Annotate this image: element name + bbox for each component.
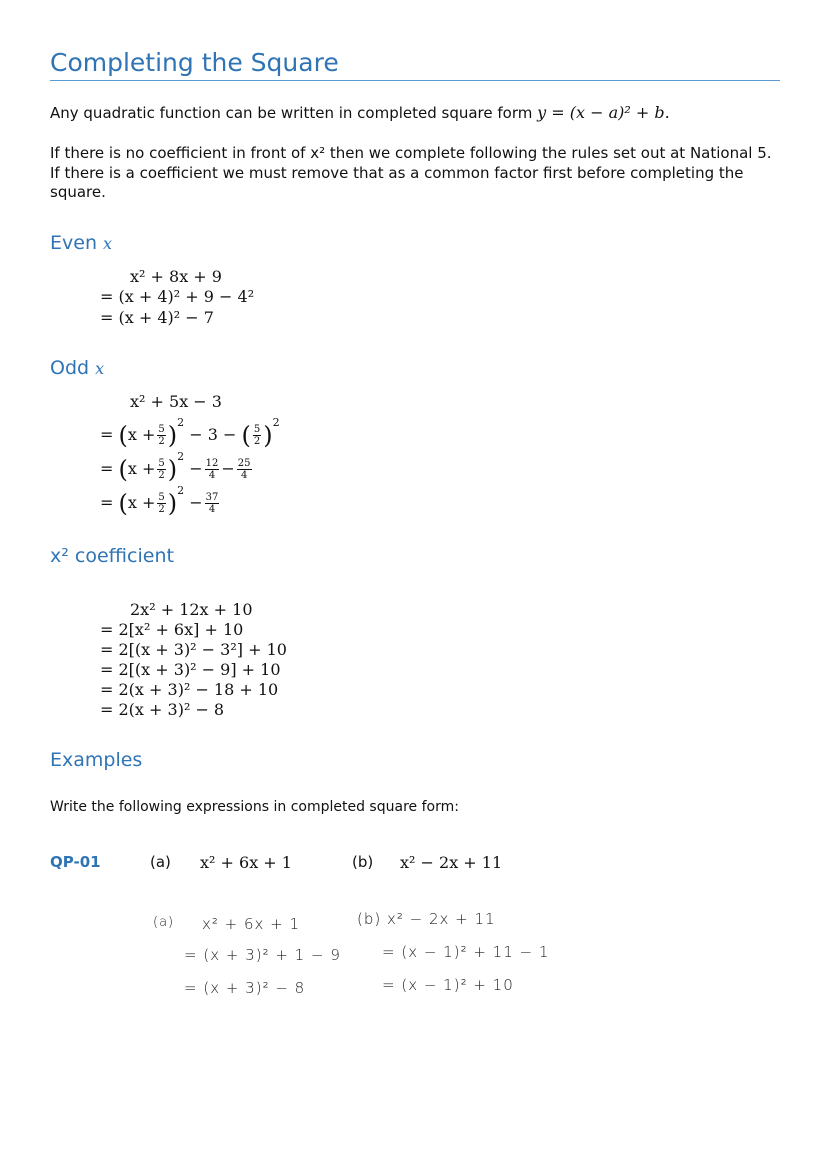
odd-line-4: = (x + $\frac{5}{2}$ )$^2$ − $\frac{37}{4}$	[100, 484, 219, 518]
fraction	[205, 492, 220, 515]
heading-var: x	[103, 234, 113, 253]
numerator: 25	[237, 458, 251, 469]
minus-three: − 3 −	[189, 425, 237, 444]
page-title: Completing the Square	[50, 48, 339, 77]
fraction	[237, 458, 252, 481]
handwritten-a-line-1: x² + 6x + 1	[202, 915, 301, 933]
denominator: 2	[158, 470, 165, 481]
x-plus: x +	[127, 459, 156, 478]
heading-odd-x	[50, 357, 104, 379]
fraction	[157, 424, 165, 447]
denominator: 4	[208, 470, 216, 481]
coef-line-4: = 2[(x + 3)² − 9] + 10	[100, 660, 281, 679]
odd-line-1: x² + 5x − 3	[130, 392, 222, 411]
numerator: 37	[205, 492, 219, 503]
equals: =	[100, 459, 114, 478]
handwritten-b-line-3: = (x − 1)² + 10	[382, 976, 514, 994]
heading-text: Odd	[50, 357, 96, 379]
denominator: 2	[253, 436, 261, 447]
examples-prompt: Write the following expressions in completed square form:	[50, 799, 459, 815]
rules-paragraph: If there is no coefficient in front of x² then we complete following the rules set out at National 5. If there is a coefficient we must remove that as a common factor first before completing the square.	[50, 144, 772, 201]
handwritten-a-label: (a)	[153, 915, 175, 930]
part-a-label: (a)	[150, 853, 171, 871]
exponent: 2	[177, 416, 185, 429]
minus: −	[189, 459, 203, 478]
handwritten-b-line-2: = (x − 1)² + 11 − 1	[382, 943, 550, 961]
intro-formula: y = (x − a)² + b.	[537, 103, 670, 122]
numerator: 5	[158, 458, 165, 469]
minus: −	[221, 459, 235, 478]
coef-line-2: = 2[x² + 6x] + 10	[100, 620, 244, 639]
fraction	[157, 458, 165, 481]
handwritten-b-line-1: (b) x² − 2x + 11	[357, 910, 496, 928]
even-line-1: x² + 8x + 9	[130, 267, 222, 286]
fraction	[253, 424, 261, 447]
numerator: 5	[158, 424, 165, 435]
coef-line-6: = 2(x + 3)² − 8	[100, 700, 225, 719]
title-divider	[50, 80, 780, 81]
minus: −	[189, 493, 203, 512]
exponent: 2	[272, 416, 280, 429]
even-line-3: = (x + 4)² − 7	[100, 308, 214, 327]
handwritten-a-line-3: = (x + 3)² − 8	[184, 979, 306, 997]
coef-line-3: = 2[(x + 3)² − 3²] + 10	[100, 640, 287, 659]
x-plus: x +	[127, 493, 156, 512]
fraction	[205, 458, 220, 481]
part-b-label: (b)	[352, 853, 374, 871]
question-id: QP-01	[50, 853, 101, 871]
handwritten-a-line-2: = (x + 3)² + 1 − 9	[184, 946, 341, 964]
heading-var: x	[95, 359, 105, 378]
odd-line-3: = (x + $\frac{5}{2}$ )$^2$ − $\frac{12}{4}$ − $\frac{25}{4}$	[100, 450, 251, 484]
x-plus: x +	[127, 425, 156, 444]
denominator: 2	[158, 436, 165, 447]
heading-examples: Examples	[50, 749, 143, 771]
numerator: 12	[205, 458, 219, 469]
denominator: 4	[208, 504, 216, 515]
intro-text: Any quadratic function can be written in completed square form	[50, 104, 538, 122]
denominator: 4	[240, 470, 248, 481]
heading-x2-coefficient: x² coefficient	[50, 545, 174, 567]
fraction	[157, 492, 165, 515]
denominator: 2	[158, 504, 165, 515]
numerator: 5	[253, 424, 261, 435]
heading-even-x	[50, 232, 112, 254]
coef-line-5: = 2(x + 3)² − 18 + 10	[100, 680, 279, 699]
even-line-2: = (x + 4)² + 9 − 4²	[100, 287, 255, 306]
part-b-expression: x² − 2x + 11	[400, 853, 503, 872]
odd-line-2: = (x + $\frac{5}{2}$ )$^2$ − 3 − ( $\frac{5}{2}$ )$^2$	[100, 416, 280, 450]
exponent: 2	[177, 484, 185, 497]
equals: =	[100, 493, 114, 512]
equals: =	[100, 425, 114, 444]
part-a-expression: x² + 6x + 1	[200, 853, 292, 872]
intro-paragraph	[50, 103, 780, 124]
coef-line-1: 2x² + 12x + 10	[130, 600, 253, 619]
exponent: 2	[177, 450, 185, 463]
numerator: 5	[158, 492, 165, 503]
heading-text: Even	[50, 232, 104, 254]
